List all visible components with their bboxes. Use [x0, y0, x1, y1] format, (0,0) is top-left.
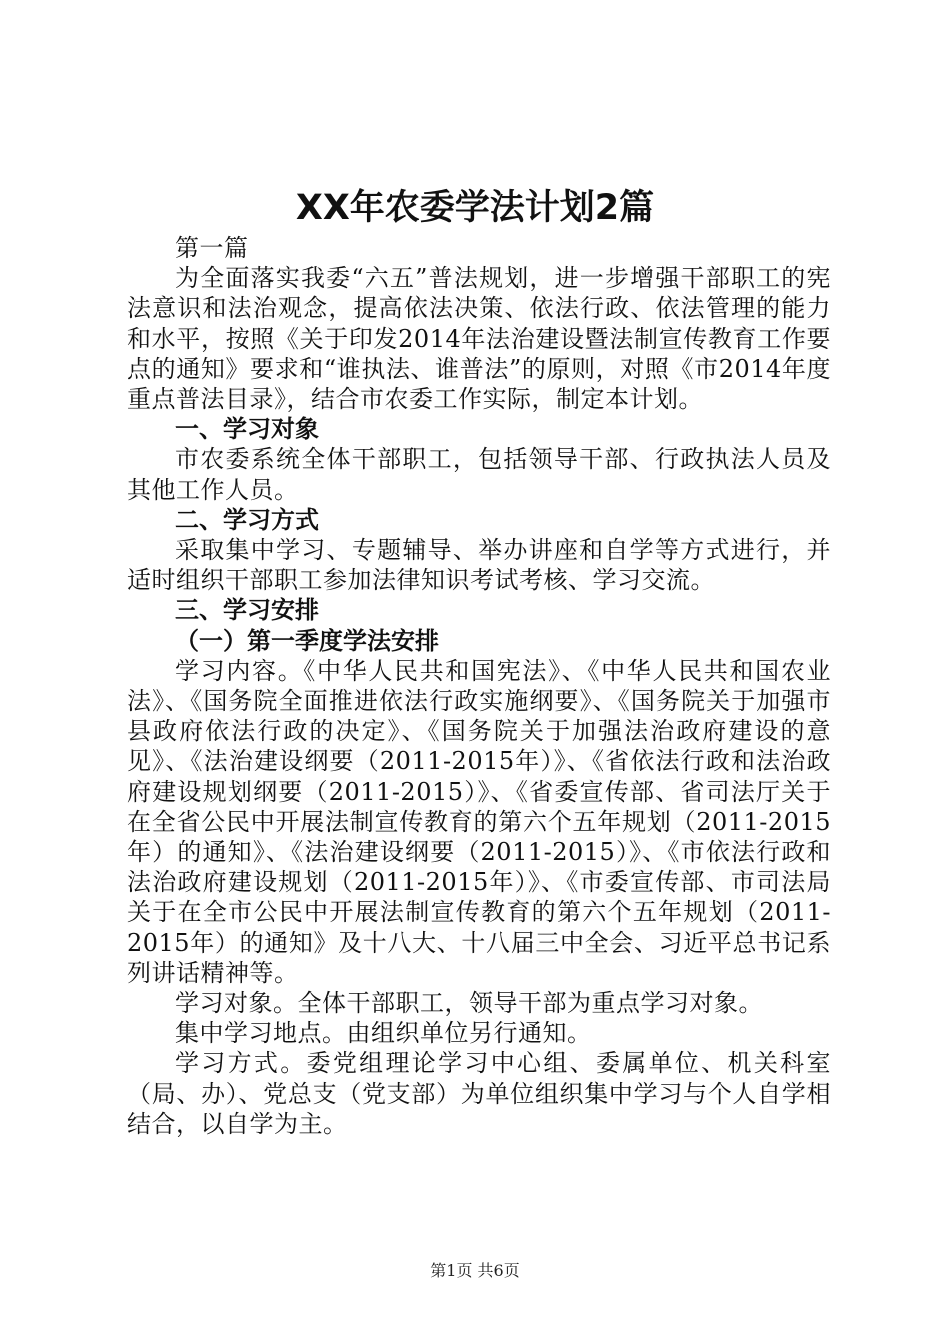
learning-location-paragraph: 集中学习地点。由组织单位另行通知。	[175, 1019, 592, 1048]
subsection-heading-q1: （一）第一季度学法安排	[175, 626, 439, 655]
document-body	[127, 233, 831, 1139]
learning-content-paragraph: 学习内容。《中华人民共和国宪法》、《中华人民共和国农业法》、《国务院全面推进依法行政实施纲要》、《国务院关于加强市县政府依法行政的决定》、《国务院关于加强法治政府建设的意见》、《法治建设纲要（2011-2015年）》、《省依法行政和法治政府建设规划纲要（2011-2015）》、《省委宣传部、省司法厅关于在全省公民中开展法制宣传教育的第六个五年规划（2011-2015年）的通知》、《法治建设纲要（2011-2015）》、《市依法行政和法治政府建设规划（2011-2015年）》、《市委宣传部、市司法局关于在全市公民中开展法制宣传教育的第六个五年规划（2011-2015年）的通知》及十八大、十八届三中全会、习近平总书记系列讲话精神等。	[127, 656, 831, 987]
page-footer: 第1页 共6页	[430, 1261, 520, 1280]
section-heading-schedule: 三、学习安排	[175, 596, 319, 625]
section-heading-methods: 二、学习方式	[175, 505, 319, 534]
section-objects-text: 市农委系统全体干部职工，包括领导干部、行政执法人员及其他工作人员。	[127, 445, 831, 504]
intro-paragraph: 为全面落实我委“六五”普法规划，进一步增强干部职工的宪法意识和法治观念，提高依法决策、依法行政、依法管理的能力和水平，按照《关于印发2014年法治建设暨法制宣传教育工作要点的通知》要求和“谁执法、谁普法”的原则，对照《市2014年度重点普法目录》，结合市农委工作实际，制定本计划。	[127, 264, 831, 414]
section-heading-objects: 一、学习对象	[175, 415, 319, 444]
learning-objects-paragraph: 学习对象。全体干部职工，领导干部为重点学习对象。	[175, 989, 763, 1018]
section-methods-text: 采取集中学习、专题辅导、举办讲座和自学等方式进行，并适时组织干部职工参加法律知识考试考核、学习交流。	[127, 536, 831, 595]
document-title: XX年农委学法计划2篇	[295, 188, 655, 228]
part-label: 第一篇	[175, 234, 249, 262]
learning-method-paragraph: 学习方式。委党组理论学习中心组、委属单位、机关科室（局、办）、党总支（党支部）为单位组织集中学习与个人自学相结合，以自学为主。	[127, 1049, 831, 1138]
